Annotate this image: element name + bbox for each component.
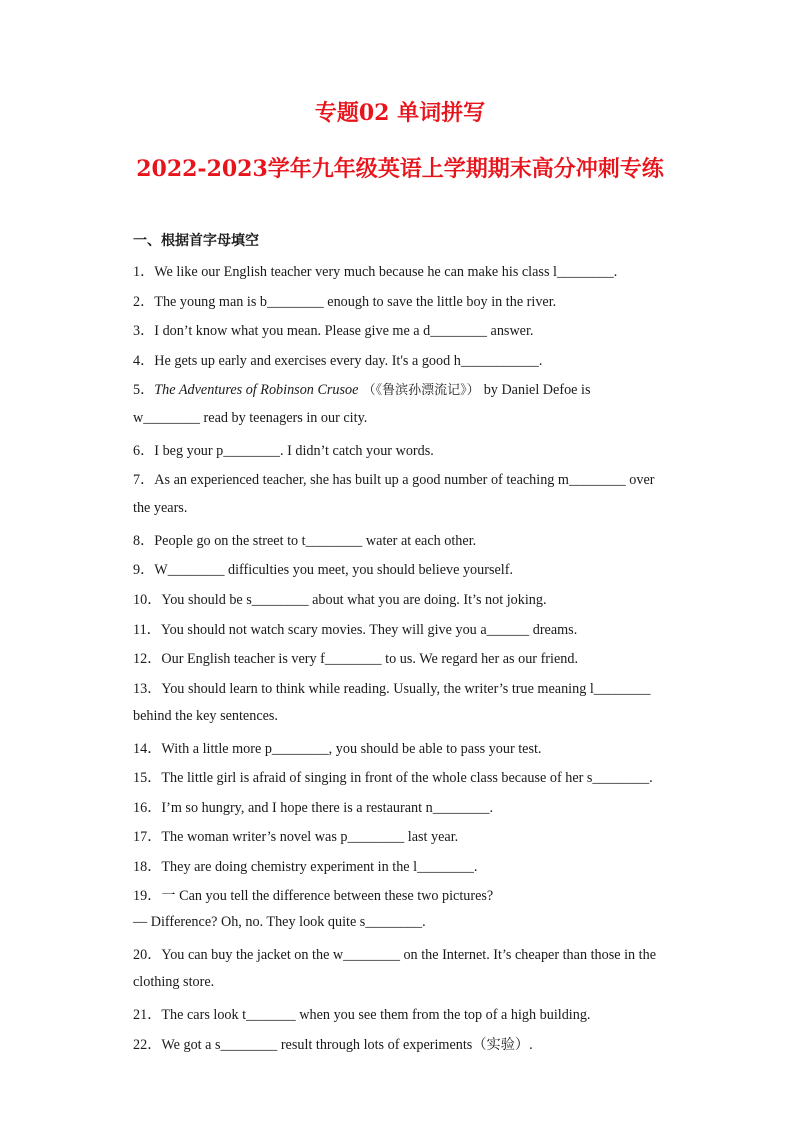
question-7 <box>133 469 654 489</box>
question-13 <box>133 678 651 698</box>
question-22 <box>133 1034 533 1054</box>
document-title: 专题02 单词拼写 <box>314 100 486 126</box>
book-title: The Adventures of Robinson Crusoe <box>154 382 359 398</box>
question-text: With a little more p________, you should be able to pass your test. <box>161 741 542 757</box>
question-number: 22． <box>133 1037 162 1053</box>
question-text: The little girl is afraid of singing in front of the whole class because of her s________. <box>161 770 653 786</box>
question-number: 7． <box>133 472 155 488</box>
question-number: 8． <box>133 533 155 549</box>
question-16 <box>133 797 493 817</box>
question-14 <box>133 738 541 758</box>
question-text: I’m so hungry, and I hope there is a restaurant n________. <box>161 800 494 816</box>
question-20-continuation: clothing store. <box>133 974 215 990</box>
section-heading: 一、根据首字母填空 <box>133 233 259 249</box>
question-text: Our English teacher is very f________ to us. We regard her as our friend. <box>161 651 579 667</box>
question-number: 9． <box>133 562 155 578</box>
question-text: They are doing chemistry experiment in the l________. <box>161 859 478 875</box>
question-18 <box>133 856 477 876</box>
question-number: 4． <box>133 353 155 369</box>
question-text: The woman writer’s novel was p________ last year. <box>161 829 459 845</box>
question-number: 19． <box>133 888 162 904</box>
question-number: 20． <box>133 947 162 963</box>
question-5-continuation: w________ read by teenagers in our city. <box>133 410 368 426</box>
question-text: You should be s________ about what you are doing. It’s not joking. <box>161 592 547 608</box>
question-20 <box>133 944 656 964</box>
question-number: 15． <box>133 770 162 786</box>
document-subtitle: 2022-2023学年九年级英语上学期期末高分冲刺专练 <box>136 156 664 182</box>
question-10 <box>133 589 547 609</box>
question-1 <box>133 261 617 281</box>
question-number: 5． <box>133 382 155 398</box>
question-4 <box>133 350 542 370</box>
question-12 <box>133 648 578 668</box>
question-text: We got a s________ result through lots of experiments（实验）. <box>161 1037 533 1053</box>
question-number: 14． <box>133 741 162 757</box>
question-text: As an experienced teacher, she has built up a good number of teaching m________ over <box>154 472 655 488</box>
question-15 <box>133 767 653 787</box>
question-number: 1． <box>133 264 155 280</box>
question-text: People go on the street to t________ water at each other. <box>154 533 477 549</box>
question-number: 17． <box>133 829 162 845</box>
question-19-continuation: — Difference? Oh, no. They look quite s________. <box>133 914 426 930</box>
question-17 <box>133 826 458 846</box>
question-text: I don’t know what you mean. Please give me a d________ answer. <box>154 323 534 339</box>
question-7-continuation: the years. <box>133 500 188 516</box>
question-text: The young man is b________ enough to save the little boy in the river. <box>154 294 557 310</box>
question-number: 2． <box>133 294 155 310</box>
question-9 <box>133 559 513 579</box>
question-number: 13． <box>133 681 162 697</box>
question-number: 6． <box>133 443 155 459</box>
question-number: 11． <box>133 622 161 638</box>
question-number: 21． <box>133 1007 162 1023</box>
question-3 <box>133 320 533 340</box>
question-21 <box>133 1004 590 1024</box>
question-19 <box>133 885 493 905</box>
question-number: 12． <box>133 651 162 667</box>
question-2 <box>133 291 556 311</box>
question-number: 10． <box>133 592 162 608</box>
question-number: 16． <box>133 800 162 816</box>
question-text: You can buy the jacket on the w________ on the Internet. It’s cheaper than those in the <box>161 947 656 963</box>
chinese-title: （《鲁滨孙漂流记》） <box>358 383 484 398</box>
question-text: You should not watch scary movies. They will give you a______ dreams. <box>160 622 578 638</box>
question-text: We like our English teacher very much because he can make his class l________. <box>154 264 618 280</box>
question-text: W________ difficulties you meet, you should believe yourself. <box>154 562 513 578</box>
question-5 <box>133 379 590 399</box>
question-text: You should learn to think while reading. Usually, the writer’s true meaning l________ <box>161 681 651 697</box>
question-text: by Daniel Defoe is <box>483 382 591 398</box>
question-number: 3． <box>133 323 155 339</box>
question-text: I beg your p________. I didn’t catch your words. <box>154 443 434 459</box>
question-number: 18． <box>133 859 162 875</box>
question-text: 一 Can you tell the difference between these two pictures? <box>161 888 494 904</box>
question-8 <box>133 530 476 550</box>
question-text: The cars look t_______ when you see them from the top of a high building. <box>161 1007 591 1023</box>
question-6 <box>133 440 434 460</box>
question-text: He gets up early and exercises every day. It's a good h___________. <box>154 353 543 369</box>
question-13-continuation: behind the key sentences. <box>133 708 278 724</box>
question-11 <box>133 619 577 639</box>
